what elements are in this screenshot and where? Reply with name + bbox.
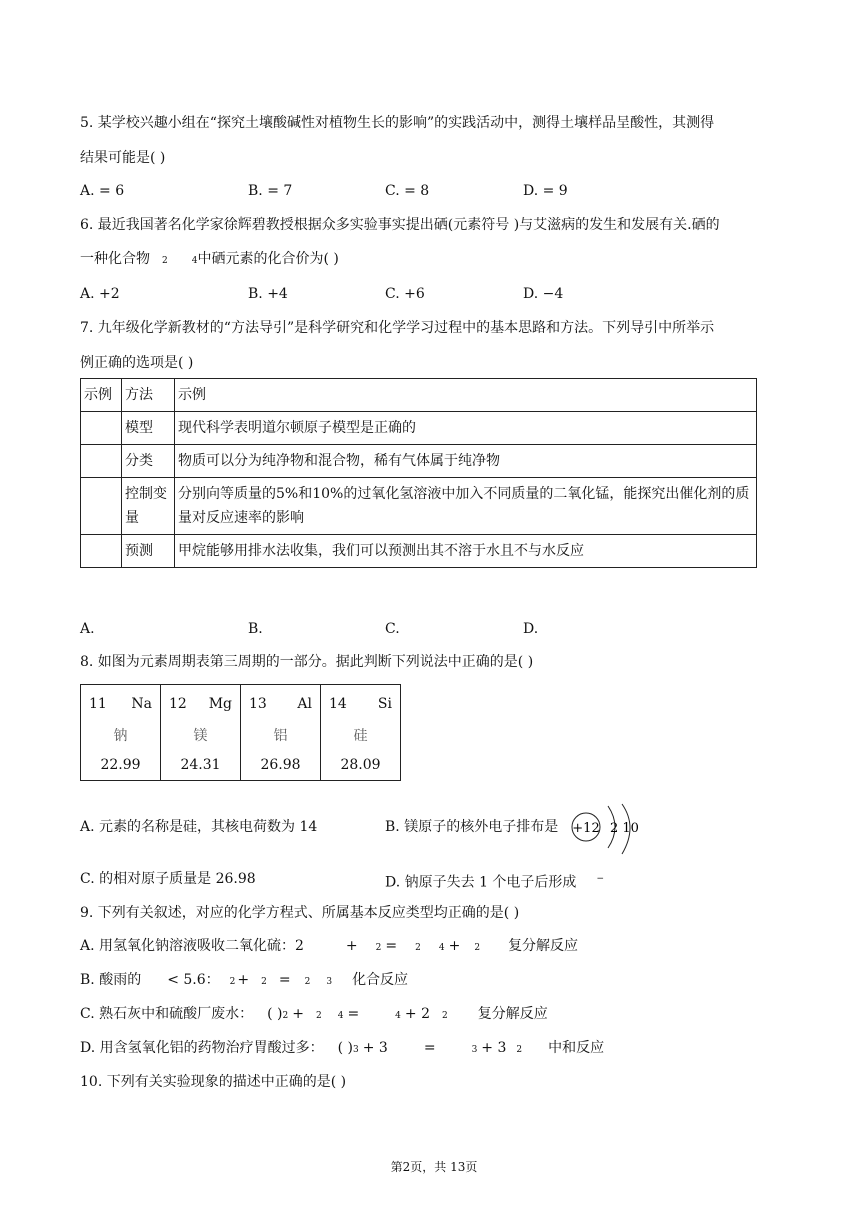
table-cell: 预测 [122,535,175,568]
element-cell-si [321,685,400,780]
q6-stem-line2: 一种化合物 2 4中硒元素的化合价为( ) [80,251,339,267]
table-header-cell: 示例 [81,379,122,412]
q5-option-b: B. = 7 [248,183,293,199]
atomic-mass: 22.99 [100,757,141,773]
q8-option-a: A. 元素的名称是硅，其核电荷数为 14 [80,819,318,835]
table-header-cell: 示例 [175,379,757,412]
element-name: 镁 [193,728,208,744]
table-header-row [81,379,757,412]
q8-stem: 8. 如图为元素周期表第三周期的一部分。据此判断下列说法中正确的是( ) [80,654,534,670]
ion-charge-sup: − [596,874,604,884]
table-cell: 分类 [122,445,175,478]
element-cell-na [81,685,161,780]
q7-option-a: A. [80,621,95,637]
element-symbol: Mg [208,696,232,712]
table-cell: 甲烷能够用排水法收集，我们可以预测出其不溶于水且不与水反应 [175,535,757,568]
q5-stem-line2: 结果可能是( ) [80,150,166,166]
q9-option-d: D. 用含氢氧化铝的药物治疗胃酸过多： ( )3 + 3 = 3 + 3 2 中和反应 [80,1040,605,1056]
element-symbol: Na [131,696,152,712]
atomic-mass: 24.31 [180,757,221,773]
element-name: 铝 [273,728,288,744]
atomic-number: 12 [169,696,187,712]
table-cell: 现代科学表明道尔顿原子模型是正确的 [175,412,757,445]
q9-option-c: C. 熟石灰中和硫酸厂废水： ( )2 + 2 4 = 4 + 2 2 复分解反应 [80,1006,548,1022]
q5-option-d: D. = 9 [523,183,568,199]
q7-table [80,378,757,568]
element-symbol: Si [377,696,392,712]
q9-option-b: B. 酸雨的 < 5.6： 2 + 2 = 2 3 化合反应 [80,972,409,988]
atomic-number: 11 [89,696,107,712]
q7-option-c: C. [385,621,400,637]
table-cell [81,445,122,478]
table-row [81,412,757,445]
periodic-table-fragment [80,684,401,781]
q5-option-c: C. = 8 [385,183,430,199]
q6-option-d: D. −4 [523,286,564,302]
element-name: 钠 [113,728,128,744]
table-cell: 物质可以分为纯净物和混合物，稀有气体属于纯净物 [175,445,757,478]
q5-option-a: A. = 6 [80,183,125,199]
q7-option-b: B. [248,621,263,637]
table-header-cell: 方法 [122,379,175,412]
table-row [81,535,757,568]
atom-structure-diagram [566,800,646,858]
q6-option-a: A. +2 [80,286,120,302]
q5-stem-line1: 5. 某学校兴趣小组在“探究土壤酸碱性对植物生长的影响”的实践活动中，测得土壤样品呈酸性，其测得 [80,115,715,131]
q9-stem: 9. 下列有关叙述，对应的化学方程式、所属基本反应类型均正确的是( ) [80,905,520,921]
q8-option-c: C. 的相对原子质量是 26.98 [80,871,256,887]
q9-option-a: A. 用氢氧化钠溶液吸收二氧化硫：2 + 2 = 2 4 + 2 复分解反应 [80,938,579,954]
q7-option-d: D. [523,621,539,637]
table-cell: 控制变量 [122,478,175,535]
element-cell-mg [161,685,241,780]
page-footer: 第2页，共 13页 [390,1160,478,1174]
q6-option-c: C. +6 [385,286,425,302]
table-cell [81,535,122,568]
q7-stem-line2: 例正确的选项是( ) [80,355,194,371]
atomic-number: 13 [249,696,267,712]
q6-option-b: B. +4 [248,286,288,302]
shell-electrons: 2 10 [610,821,639,836]
table-row [81,478,757,535]
q6-stem-line1: 6. 最近我国著名化学家徐辉碧教授根据众多实验事实提出硒(元素符号 )与艾滋病的发生和发展有关.硒的 [80,217,720,233]
table-cell: 分别向等质量的5%和10%的过氧化氢溶液中加入不同质量的二氧化锰，能探究出催化剂的质量对反应速率的影响 [175,478,757,535]
atomic-mass: 26.98 [260,757,301,773]
element-symbol: Al [297,696,312,712]
element-name: 硅 [353,728,368,744]
element-cell-al [241,685,321,780]
nucleus-charge: +12 [572,821,600,836]
table-cell: 模型 [122,412,175,445]
q8-option-b: B. 镁原子的核外电子排布是 [385,819,559,835]
q10-stem: 10. 下列有关实验现象的描述中正确的是( ) [80,1074,347,1090]
q7-stem-line1: 7. 九年级化学新教材的“方法导引”是科学研究和化学学习过程中的基本思路和方法。下列导引中所举示 [80,320,715,336]
table-row [81,445,757,478]
q8-option-d: D. 钠原子失去 1 个电子后形成 − [385,874,604,891]
table-cell [81,412,122,445]
table-cell [81,478,122,535]
atomic-number: 14 [329,696,347,712]
atomic-mass: 28.09 [340,757,381,773]
